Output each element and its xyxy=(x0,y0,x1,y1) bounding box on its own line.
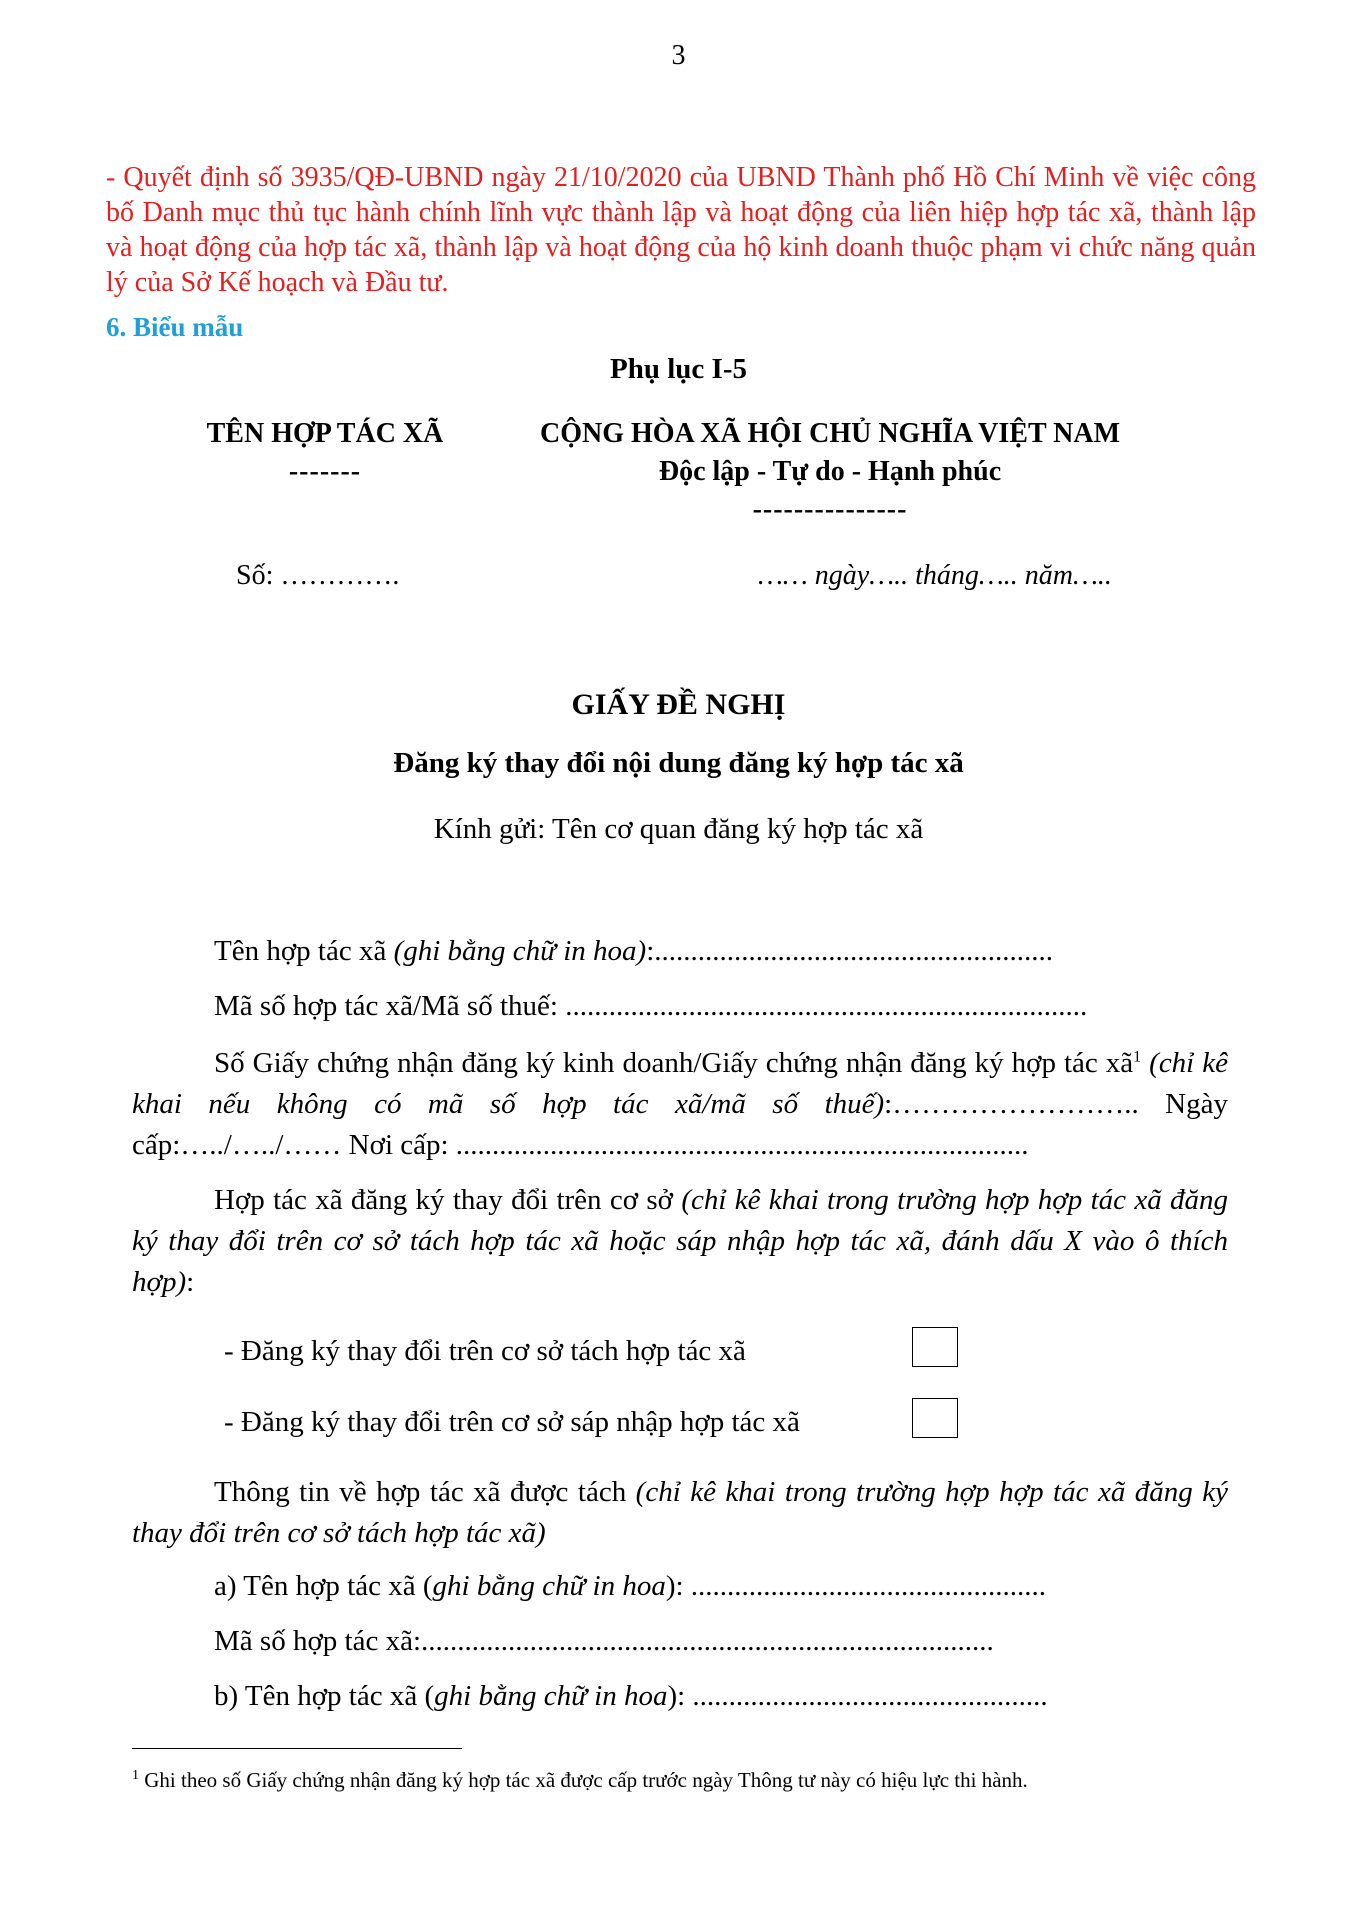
coop-code-dots: ............................................................................... xyxy=(421,1625,994,1657)
coop-a-hint: ghi bằng chữ in hoa xyxy=(432,1570,666,1602)
nation-name: CỘNG HÒA XÃ HỘI CHỦ NGHĨA VIỆT NAM xyxy=(539,418,1121,449)
split-checkbox[interactable] xyxy=(912,1327,958,1367)
split-info-label: Thông tin về hợp tác xã được tách xyxy=(214,1476,636,1508)
change-basis-label: Hợp tác xã đăng ký thay đổi trên cơ sở xyxy=(214,1184,682,1216)
option-merge-label: - Đăng ký thay đổi trên cơ sở sáp nhập hợp tác xã xyxy=(224,1406,800,1438)
document-number-line: Số: …………. xyxy=(236,560,400,591)
coop-b-dots: ): ................................................. xyxy=(667,1680,1048,1712)
coop-name-hint: (ghi bằng chữ in hoa) xyxy=(393,935,647,967)
split-info-hint: (chỉ kê khai trong trường hợp hợp tác xã đăng ký thay đổi trên cơ sở tách hợp tác xã) xyxy=(132,1476,1228,1549)
certificate-label: Số Giấy chứng nhận đăng ký kinh doanh/Giấy chứng nhận đăng ký hợp tác xã xyxy=(214,1047,1134,1079)
document-title: GIẤY ĐỀ NGHỊ xyxy=(571,688,786,721)
organization-divider: ------- xyxy=(288,456,362,487)
certificate-field xyxy=(132,1043,1228,1166)
organization-name: TÊN HỢP TÁC XÃ xyxy=(206,418,444,449)
appendix-title: Phụ lục I-5 xyxy=(610,353,747,385)
certificate-hint: (chỉ kê khai nếu không có mã số hợp tác xã/mã số thuế) xyxy=(132,1047,1228,1120)
coop-code-label: Mã số hợp tác xã: xyxy=(214,1625,422,1657)
change-basis-hint: (chỉ kê khai trong trường hợp hợp tác xã đăng ký thay đổi trên cơ sở tách hợp tác xã hoặc sáp nhập hợp tác xã, đánh dấu X vào ô thích hợp) xyxy=(132,1184,1228,1298)
motto-divider: --------------- xyxy=(752,494,908,525)
footnote xyxy=(132,1768,1028,1793)
split-info-field xyxy=(132,1472,1228,1554)
change-basis-colon: : xyxy=(186,1266,195,1298)
option-split-label: - Đăng ký thay đổi trên cơ sở tách hợp tác xã xyxy=(224,1335,746,1367)
section-heading: 6. Biểu mẫu xyxy=(106,312,244,342)
change-basis-field xyxy=(132,1180,1228,1303)
merge-checkbox[interactable] xyxy=(912,1398,958,1438)
coop-b-hint: ghi bằng chữ in hoa xyxy=(434,1680,668,1712)
coop-a-label: a) Tên hợp tác xã ( xyxy=(214,1570,433,1602)
red-note-decision: - Quyết định số 3935/QĐ-UBND ngày 21/10/2020 của UBND Thành phố Hồ Chí Minh về việc công bố Danh mục thủ tục hành chính lĩnh vực thành lập và hoạt động của liên hiệp hợp tác xã, thành lập và hoạt động của hợp tác xã, thành lập và hoạt động của hộ kinh doanh thuộc phạm vi chức năng quản lý của Sở Kế hoạch và Đầu tư. xyxy=(106,162,1256,298)
tax-code-label: Mã số hợp tác xã/Mã số thuế: xyxy=(214,990,566,1022)
national-header xyxy=(500,415,1160,529)
coop-a-dots: ): ................................................. xyxy=(665,1570,1047,1602)
coop-name-label: Tên hợp tác xã xyxy=(214,935,394,967)
coop-a-name-field xyxy=(214,1570,1046,1603)
tax-code-field xyxy=(214,990,1087,1023)
footnote-divider xyxy=(132,1748,462,1749)
coop-code-field xyxy=(214,1625,994,1658)
organization-header xyxy=(160,415,490,491)
national-motto: Độc lập - Tự do - Hạnh phúc xyxy=(658,456,1002,487)
certificate-dots: :…………………….. Ngày cấp:…../…../…… Nơi cấp: ............................................................................... xyxy=(132,1088,1229,1161)
recipient-line: Kính gửi: Tên cơ quan đăng ký hợp tác xã xyxy=(433,813,924,845)
coop-b-label: b) Tên hợp tác xã ( xyxy=(214,1680,435,1712)
tax-code-dots: ........................................................................ xyxy=(565,990,1088,1022)
coop-b-name-field xyxy=(214,1680,1048,1713)
coop-name-field xyxy=(214,935,1053,968)
footnote-marker: 1 xyxy=(132,1768,139,1783)
document-date-line: …… ngày….. tháng….. năm….. xyxy=(758,560,1112,591)
page-number: 3 xyxy=(671,40,686,71)
coop-name-dots: :....................................................... xyxy=(646,935,1054,967)
document-subtitle: Đăng ký thay đổi nội dung đăng ký hợp tác xã xyxy=(393,747,964,779)
footnote-text: Ghi theo số Giấy chứng nhận đăng ký hợp tác xã được cấp trước ngày Thông tư này có hiệu lực thi hành. xyxy=(139,1768,1028,1792)
footnote-ref: 1 xyxy=(1133,1048,1142,1066)
